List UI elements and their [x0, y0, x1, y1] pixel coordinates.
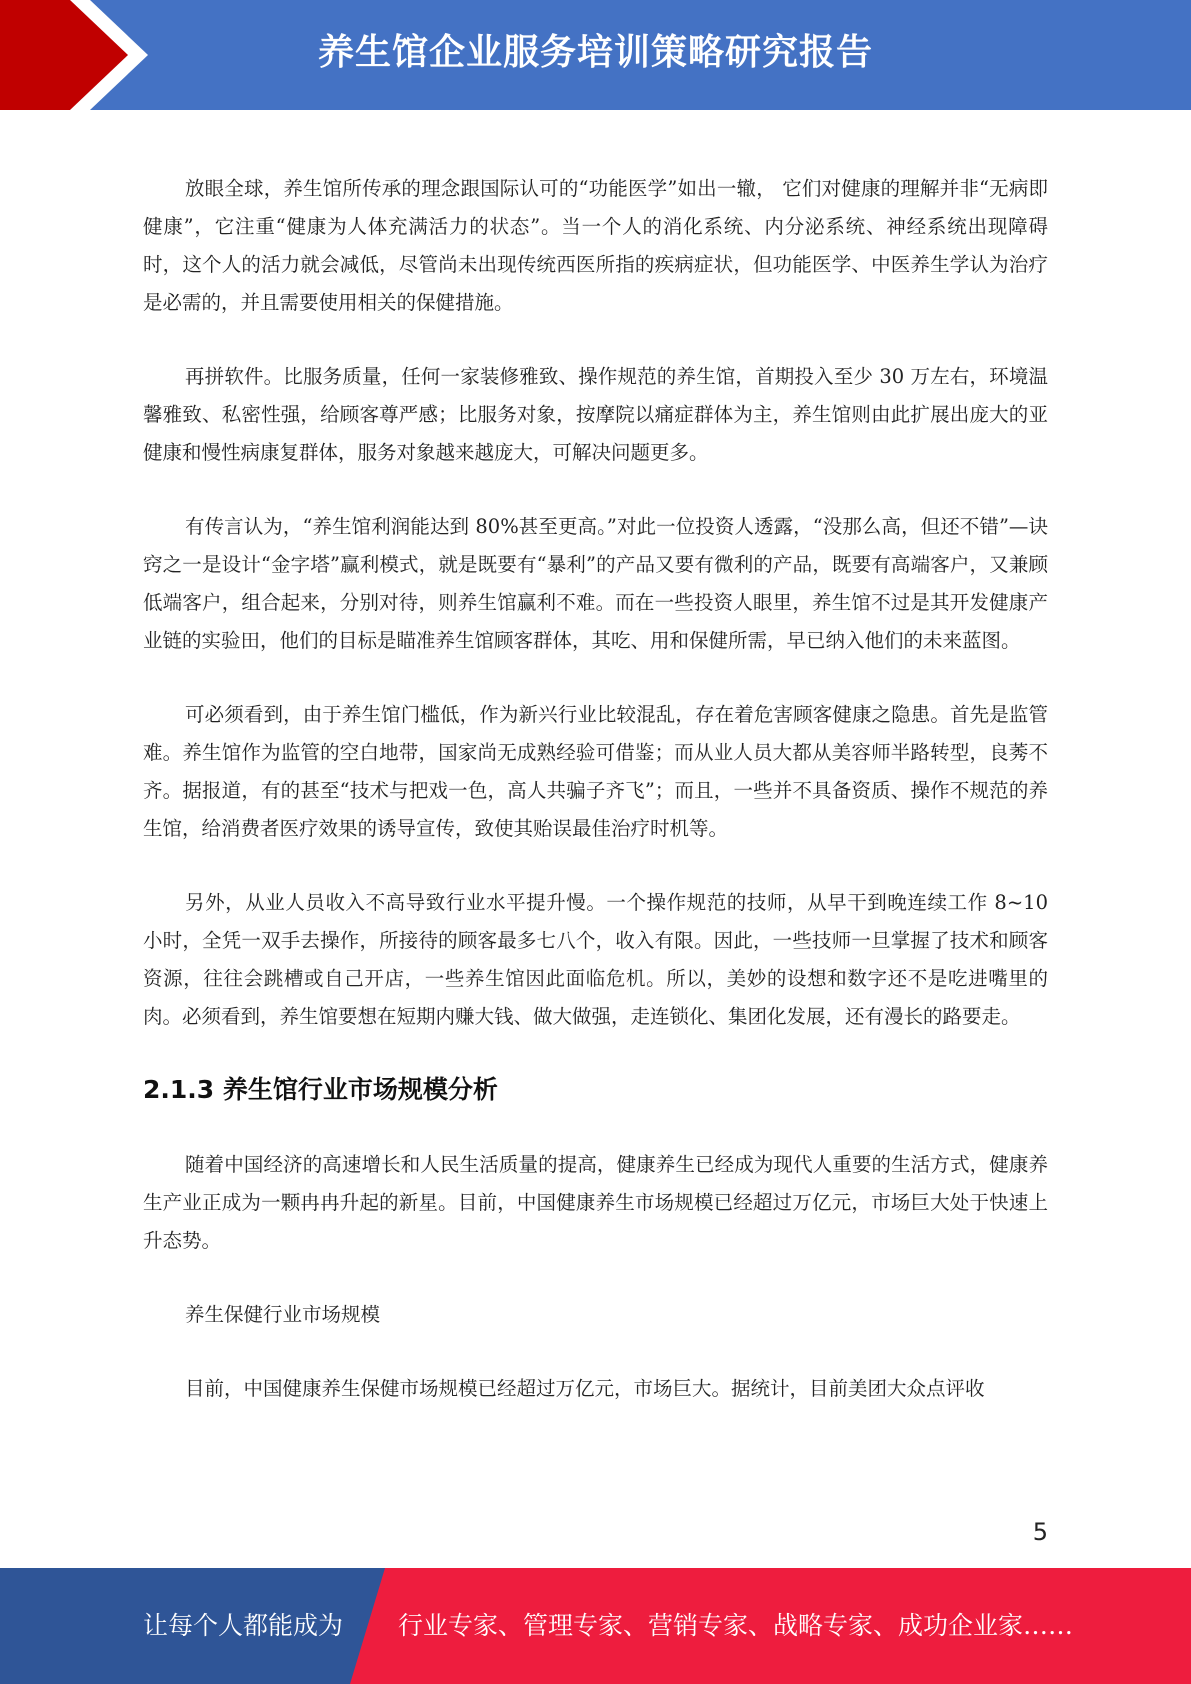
paragraph-5: 另外，从业人员收入不高导致行业水平提升慢。一个操作规范的技师，从早干到晚连续工作 8~10 小时，全凭一双手去操作，所接待的顾客最多七八个，收入有限。因此，一些技师一旦掌握了技术和顾客资源，往往会跳槽或自己开店，一些养生馆因此面临危机。所以，美妙的设想和数字还不是吃进嘴里的肉。必须看到，养生馆要想在短期内赚大钱、做大做强，走连锁化、集团化发展，还有漫长的路要走。 [143, 891, 1048, 1028]
document-body [143, 170, 1048, 1444]
footer-slogan-left: 让每个人都能成为 [143, 1611, 344, 1640]
page-header [0, 0, 1191, 110]
section-paragraph-1: 随着中国经济的高速增长和人民生活质量的提高，健康养生已经成为现代人重要的生活方式，健康养生产业正成为一颗冉冉升起的新星。目前，中国健康养生市场规模已经超过万亿元，市场巨大处于快速上升态势。 [143, 1153, 1048, 1252]
section-subtitle: 养生保健行业市场规模 [185, 1303, 381, 1326]
document-title: 养生馆企业服务培训策略研究报告 [317, 32, 873, 73]
section-heading: 2.1.3 养生馆行业市场规模分析 [143, 1075, 498, 1104]
section-paragraph-2: 目前，中国健康养生保健市场规模已经超过万亿元，市场巨大。据统计，目前美团大众点评收 [185, 1377, 985, 1400]
page-footer [0, 1568, 1191, 1684]
paragraph-3: 有传言认为，“养生馆利润能达到 80%甚至更高。”对此一位投资人透露，“没那么高，但还不错”—诀窍之一是设计“金字塔”赢利模式，就是既要有“暴利”的产品又要有微利的产品，既要有高端客户，又兼顾低端客户，组合起来，分别对待，则养生馆赢利不难。而在一些投资人眼里，养生馆不过是其开发健康产业链的实验田，他们的目标是瞄准养生馆顾客群体，其吃、用和保健所需，早已纳入他们的未来蓝图。 [143, 515, 1048, 652]
page-number: 5 [1032, 1518, 1048, 1546]
paragraph-1: 放眼全球，养生馆所传承的理念跟国际认可的“功能医学”如出一辙， 它们对健康的理解并非“无病即健康”，它注重“健康为人体充满活力的状态”。当一个人的消化系统、内分泌系统、神经系统出现障碍时，这个人的活力就会减低，尽管尚未出现传统西医所指的疾病症状，但功能医学、中医养生学认为治疗是必需的，并且需要使用相关的保健措施。 [143, 177, 1048, 314]
paragraph-4: 可必须看到，由于养生馆门槛低，作为新兴行业比较混乱，存在着危害顾客健康之隐患。首先是监管难。养生馆作为监管的空白地带，国家尚无成熟经验可借鉴；而从业人员大都从美容师半路转型，良莠不齐。据报道，有的甚至“技术与把戏一色，高人共骗子齐飞”；而且，一些并不具备资质、操作不规范的养生馆，给消费者医疗效果的诱导宣传，致使其贻误最佳治疗时机等。 [143, 703, 1048, 840]
paragraph-2: 再拼软件。比服务质量，任何一家装修雅致、操作规范的养生馆，首期投入至少 30 万左右，环境温馨雅致、私密性强，给顾客尊严感；比服务对象，按摩院以痛症群体为主，养生馆则由此扩展出庞大的亚健康和慢性病康复群体，服务对象越来越庞大，可解决问题更多。 [143, 365, 1048, 464]
footer-slogan-right: 行业专家、管理专家、营销专家、战略专家、成功企业家…… [398, 1611, 1074, 1640]
